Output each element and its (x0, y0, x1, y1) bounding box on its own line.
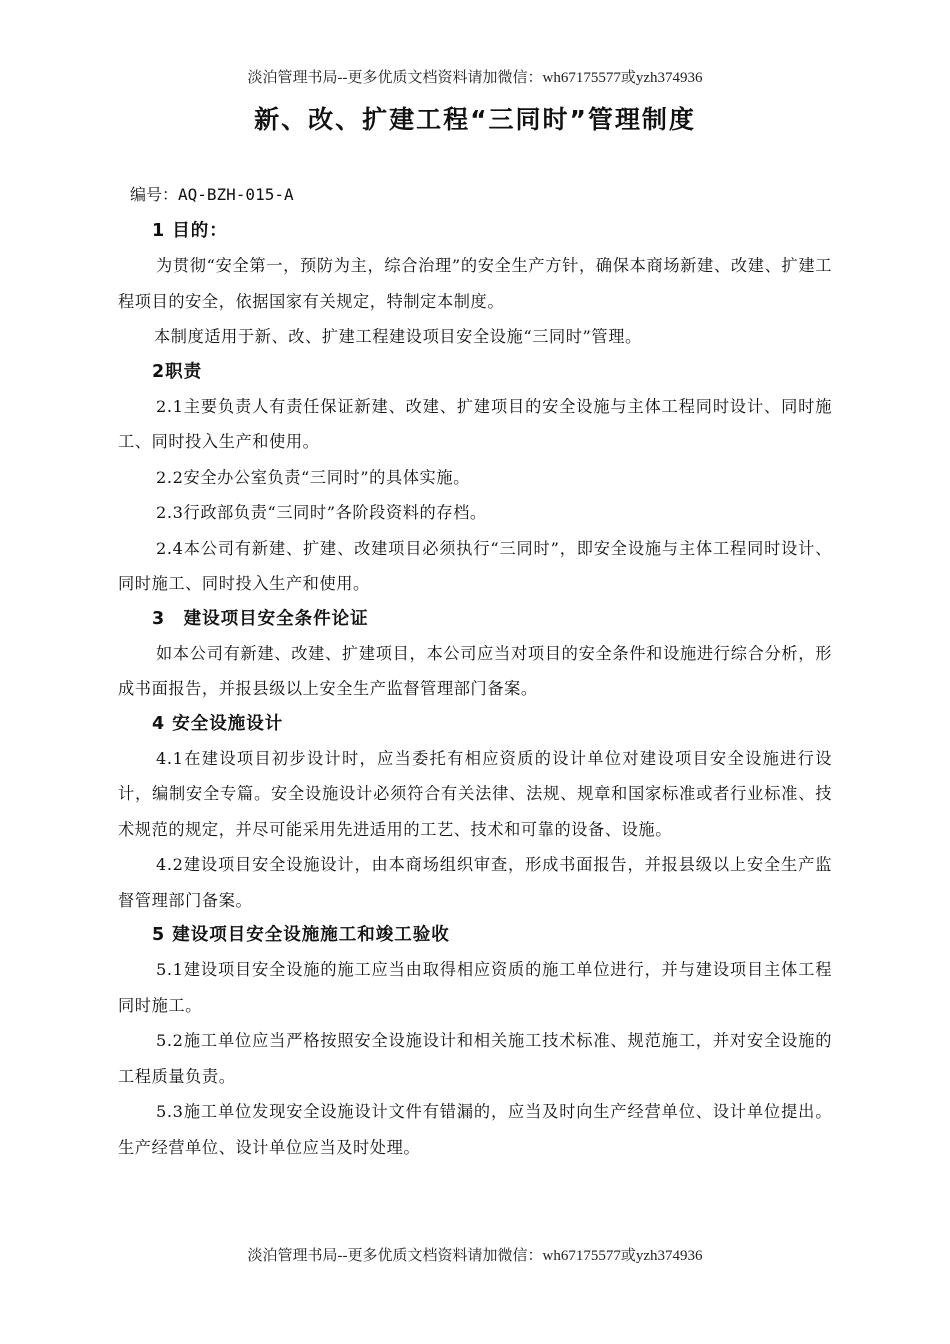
section-heading: 4 安全设施设计 (152, 713, 284, 734)
section-4 (118, 707, 832, 919)
paragraph: 2.3行政部负责“三同时”各阶段资料的存档。 (156, 503, 487, 522)
paragraph: 4.2建设项目安全设施设计，由本商场组织审查，形成书面报告，并报县级以上安全生产监督管理部门备案。 (118, 855, 832, 910)
page-footer: 淡泊管理书局--更多优质文档资料请加微信：wh67175577或yzh374936 (247, 1248, 703, 1264)
section-heading: 1 目的： (152, 221, 228, 241)
section-1 (118, 214, 832, 355)
page-header: 淡泊管理书局--更多优质文档资料请加微信：wh67175577或yzh374936 (247, 70, 703, 86)
paragraph: 2.1主要负责人有责任保证新建、改建、扩建项目的安全设施与主体工程同时设计、同时施工、同时投入生产和使用。 (118, 396, 832, 451)
document-title: 新、改、扩建工程“三同时”管理制度 (254, 105, 696, 134)
paragraph: 如本公司有新建、改建、扩建项目，本公司应当对项目的安全条件和设施进行综合分析，形成书面报告，并报县级以上安全生产监督管理部门备案。 (118, 643, 832, 698)
paragraph: 2.4本公司有新建、扩建、改建项目必须执行“三同时”，即安全设施与主体工程同时设计、同时施工、同时投入生产和使用。 (118, 538, 832, 593)
document-code: 编号：AQ-BZH-015-A (130, 185, 294, 204)
paragraph: 5.1建设项目安全设施的施工应当由取得相应资质的施工单位进行，并与建设项目主体工程同时施工。 (118, 960, 832, 1015)
section-3 (118, 602, 832, 707)
paragraph: 为贯彻“安全第一，预防为主，综合治理”的安全生产方针，确保本商场新建、改建、扩建工程项目的安全，依据国家有关规定，特制定本制度。 (118, 256, 832, 311)
paragraph: 5.3施工单位发现安全设施设计文件有错漏的，应当及时向生产经营单位、设计单位提出。生产经营单位、设计单位应当及时处理。 (118, 1102, 832, 1157)
section-2 (118, 355, 832, 602)
paragraph: 2.2安全办公室负责“三同时”的具体实施。 (156, 467, 470, 487)
section-heading: 2职责 (152, 361, 203, 382)
section-heading: 5 建设项目安全设施施工和竣工验收 (152, 925, 450, 945)
section-5 (118, 918, 832, 1165)
document-body (118, 182, 832, 1165)
section-heading: 3 建设项目安全条件论证 (152, 608, 369, 629)
paragraph: 5.2施工单位应当严格按照安全设施设计和相关施工技术标准、规范施工，并对安全设施的工程质量负责。 (118, 1031, 832, 1086)
paragraph: 4.1在建设项目初步设计时，应当委托有相应资质的设计单位对建设项目安全设施进行设计，编制安全专篇。安全设施设计必须符合有关法律、法规、规章和国家标准或者行业标准、技术规范的规定，并尽可能采用先进适用的工艺、技术和可靠的设备、设施。 (118, 748, 832, 839)
paragraph: 本制度适用于新、改、扩建工程建设项目安全设施“三同时”管理。 (154, 327, 642, 346)
